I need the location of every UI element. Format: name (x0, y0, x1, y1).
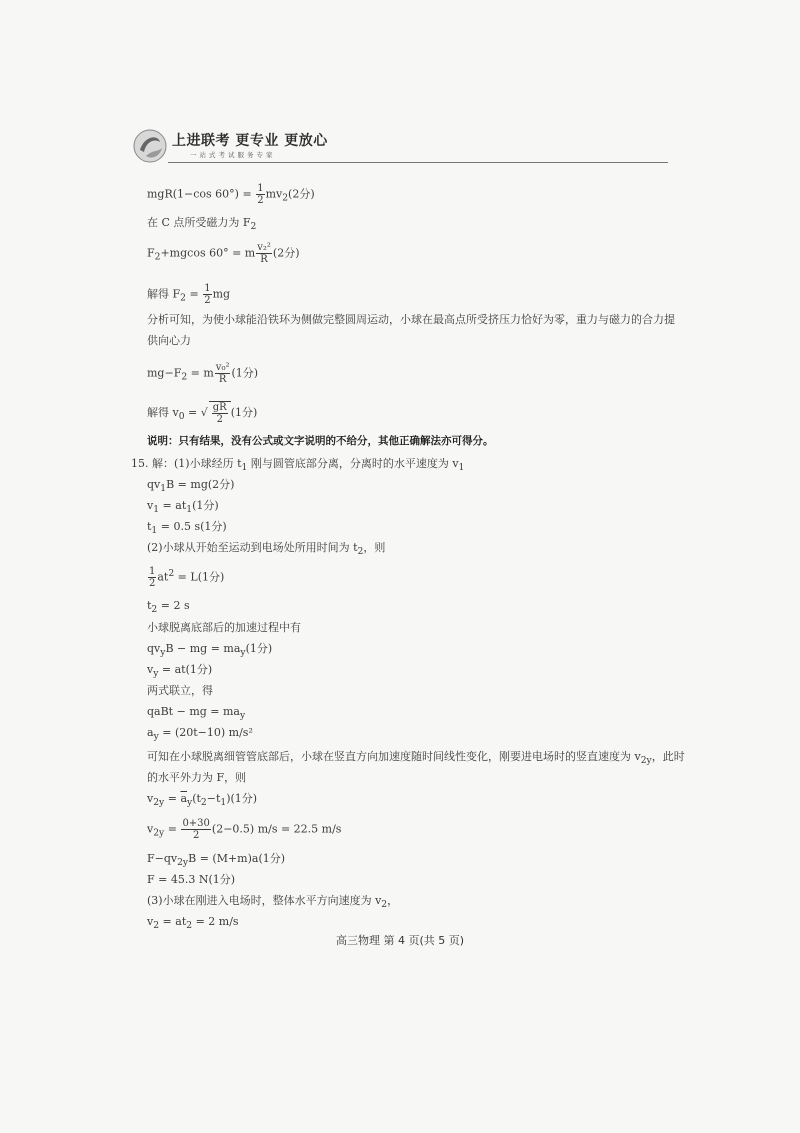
fraction (215, 362, 231, 385)
subscript: 2 (181, 371, 188, 383)
text: ，则 (363, 541, 386, 554)
text: t (147, 599, 152, 612)
subscript: 2 (186, 920, 193, 932)
numerator: v₀² (215, 362, 230, 373)
subscript: 2 (357, 546, 364, 558)
subscript: 0 (178, 411, 185, 423)
text: v (147, 822, 154, 836)
text: v (147, 663, 154, 676)
text: = (184, 406, 201, 419)
text: 供向心力 (147, 334, 191, 347)
fraction (203, 283, 211, 306)
subscript: 2 (381, 899, 388, 911)
numerator: 0+30 (182, 818, 210, 829)
text: 15. 解：(1)小球经历 t (131, 457, 242, 470)
text: mv (265, 187, 283, 201)
text: = (20t−10) m/s² (158, 726, 253, 739)
equation-line (147, 242, 300, 265)
subscript: y (187, 797, 193, 809)
subscript: 2 (282, 192, 289, 204)
equation-line (147, 401, 257, 425)
subscript: y (153, 731, 159, 743)
text: = L(1分) (174, 570, 225, 584)
equation-line (147, 642, 272, 660)
score-note: (2分) (272, 246, 300, 260)
subscript: 1 (153, 504, 160, 516)
equation-line (147, 183, 315, 206)
text-line (147, 313, 675, 327)
fraction (256, 242, 272, 265)
numerator: v₂² (257, 242, 271, 253)
text: = (185, 287, 203, 301)
header-divider (168, 162, 668, 163)
equation-line (147, 566, 224, 589)
text: = (164, 822, 181, 836)
grading-note (147, 434, 494, 448)
text: F = 45.3 N(1分) (147, 873, 236, 886)
text: = (164, 792, 181, 805)
subscript: 2 (154, 251, 161, 263)
equation-line (147, 873, 235, 887)
text: qv (147, 478, 161, 491)
text: = 2 s (157, 599, 190, 612)
equation-line (147, 726, 253, 744)
text: mg (212, 287, 231, 301)
text: 刚与圆管底部分离，分离时的水平速度为 v (247, 457, 459, 470)
text: = 2 m/s (192, 915, 239, 928)
text: F (147, 246, 155, 260)
equation-line (147, 283, 230, 306)
text: v (147, 915, 154, 928)
equation-line (147, 478, 234, 496)
subscript: y (153, 668, 159, 680)
subscript: 1 (220, 797, 227, 809)
text: a (147, 726, 154, 739)
text: (2−0.5) m/s = 22.5 m/s (211, 822, 342, 836)
text: 的水平外力为 F，则 (147, 771, 247, 784)
brand-tagline: 一站式考试服务专家 (190, 151, 276, 159)
text: 解得 v (147, 406, 179, 419)
equation-line (147, 915, 239, 933)
text: = at(1分) (158, 663, 213, 676)
text: 两式联立，得 (147, 684, 213, 697)
subscript: 1 (458, 462, 465, 474)
equation-line (147, 599, 190, 617)
superscript: 2 (168, 567, 175, 579)
numerator: 1 (257, 183, 264, 194)
equation-line (147, 852, 285, 870)
subscript: y (239, 710, 246, 722)
text: = m (187, 366, 214, 380)
average-symbol: $\overline{a}$ (180, 792, 187, 805)
equation-line (147, 499, 219, 517)
text: ， (387, 894, 399, 907)
numerator: 1 (149, 566, 156, 577)
equation-line (147, 705, 245, 723)
subscript: 2 (180, 292, 186, 304)
text: v (147, 499, 154, 512)
equation-line (147, 792, 257, 810)
denominator: 2 (216, 414, 223, 425)
subscript: 1 (241, 462, 248, 474)
text: 说明：只有结果，没有公式或文字说明的不给分，其他正确解法亦可得分。 (147, 435, 494, 447)
text: 小球脱离底部后的加速过程中有 (147, 621, 301, 634)
text: B = mg(2分) (166, 478, 235, 491)
denominator: R (218, 374, 227, 385)
brand-slogan: 上进联考 更专业 更放心 (172, 133, 328, 149)
text: ，此时 (651, 750, 685, 763)
subscript: y (160, 647, 166, 659)
fraction (148, 566, 156, 589)
subscript: 2y (640, 755, 652, 767)
fraction (212, 402, 228, 425)
equation-line (147, 818, 341, 841)
text: at (157, 570, 169, 584)
page-header (132, 128, 672, 170)
score-note: (1分) (230, 406, 258, 419)
text-line (147, 684, 213, 698)
text-line (147, 334, 191, 348)
subscript: y (240, 647, 246, 659)
fraction (181, 818, 210, 841)
denominator: R (260, 254, 268, 265)
score-note: (1分) (192, 499, 219, 512)
numerator: 1 (204, 283, 211, 294)
denominator: 2 (192, 830, 200, 841)
denominator: 2 (257, 195, 264, 206)
text-line (147, 621, 301, 635)
score-note: (1分) (245, 642, 273, 655)
subscript: 2 (153, 920, 160, 932)
score-note: (1分) (231, 366, 259, 380)
brand-logo-icon (132, 128, 168, 164)
text: qv (147, 642, 161, 655)
subscript: 1 (160, 483, 167, 495)
text: (3)小球在刚进入电场时，整体水平方向速度为 v (147, 894, 382, 907)
subscript: 2y (153, 797, 165, 809)
text-line (147, 750, 685, 768)
subscript: 2 (200, 797, 207, 809)
fraction (256, 183, 264, 206)
text: qaBt − mg = ma (147, 705, 240, 718)
text-line (147, 216, 256, 234)
denominator: 2 (204, 295, 211, 306)
equation-line (147, 663, 212, 681)
text: mg−F (147, 366, 182, 380)
text: 分析可知，为使小球能沿铁环为侧做完整圆周运动，小球在最高点所受挤压力恰好为零，重力与磁力的合力提 (147, 313, 675, 326)
text: −t (206, 792, 221, 805)
question-15-heading (131, 457, 464, 475)
text: (2)小球从开始至运动到电场处所用时间为 t (147, 541, 358, 554)
score-note: (2分) (288, 187, 315, 201)
subscript: 1 (186, 504, 193, 516)
text: = at (159, 499, 187, 512)
text: F−qv (147, 852, 178, 865)
text: 解得 F (147, 287, 181, 301)
numerator: gR (212, 402, 227, 413)
text: = at (159, 915, 187, 928)
sqrt-content (209, 401, 231, 425)
denominator: 2 (149, 578, 156, 589)
text: B = (M+m)a(1分) (188, 852, 286, 865)
subscript: 1 (151, 525, 158, 537)
text: = 0.5 s(1分) (157, 520, 227, 533)
text-line (147, 894, 398, 912)
score-note: )(1分) (226, 792, 258, 805)
text: mgR(1−cos 60°) = (147, 187, 256, 201)
text-line (147, 771, 246, 785)
subscript: 2y (153, 827, 165, 839)
text: v (147, 792, 154, 805)
text: B − mg = ma (165, 642, 241, 655)
page-footer: 高三物理 第 4 页(共 5 页) (335, 934, 465, 947)
text: (t (192, 792, 201, 805)
subscript: 2 (250, 221, 257, 233)
subscript: 2y (177, 857, 189, 869)
text: +mgcos 60° = m (160, 246, 256, 260)
text: 在 C 点所受磁力为 F (147, 216, 251, 229)
equation-line (147, 520, 227, 538)
subscript: 2 (151, 604, 158, 616)
text: 可知在小球脱离细管管底部后，小球在竖直方向加速度随时间线性变化，刚要进电场时的竖直速度为 v (147, 750, 641, 763)
equation-line (147, 362, 258, 385)
sqrt-sign: √ (200, 406, 208, 419)
text: t (147, 520, 152, 533)
text-line (147, 541, 385, 559)
